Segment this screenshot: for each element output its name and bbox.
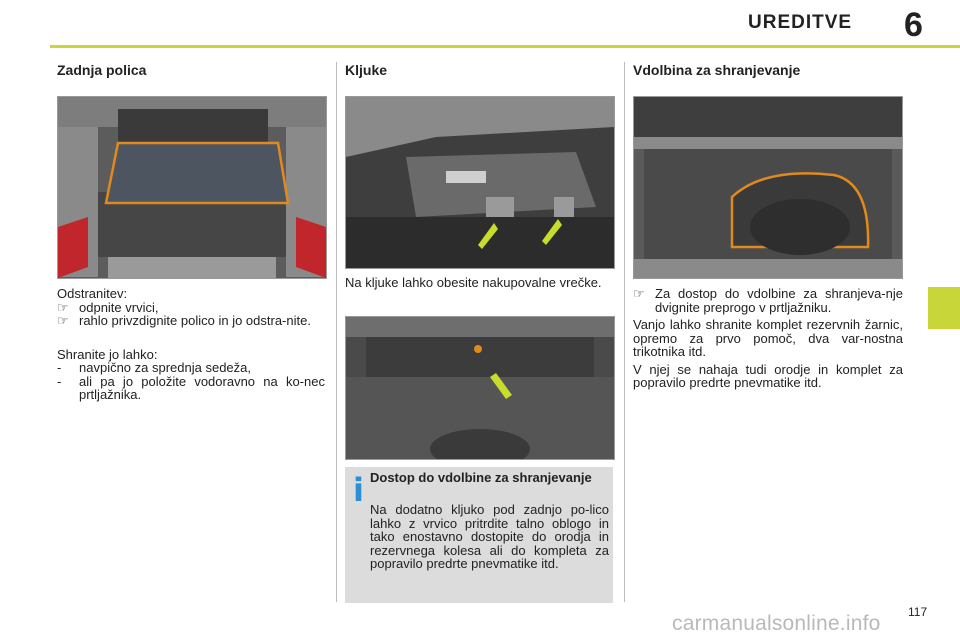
finger-pointing-icon: ☞ [57, 313, 69, 328]
list-item: - ali pa jo položite vodoravno na ko-nec prtljažnika. [57, 373, 325, 402]
chapter-number: 6 [904, 6, 923, 44]
list-item: - navpično za sprednja sedeža, [57, 360, 252, 375]
chapter-title: UREDITVE [748, 12, 853, 33]
column-divider [336, 62, 337, 602]
list-item: ☞ odpnite vrvici, [57, 299, 159, 315]
info-icon: i [353, 471, 364, 509]
section-heading-rear-shelf: Zadnja polica [57, 62, 147, 78]
chapter-side-tab [928, 287, 960, 329]
column-divider [624, 62, 625, 602]
finger-pointing-icon: ☞ [57, 299, 69, 315]
shelf-instructions [57, 287, 325, 402]
storage-well-text [633, 287, 903, 390]
paragraph: V njej se nahaja tudi orodje in komplet za popravilo predrte pnevmatike itd. [633, 361, 903, 390]
info-box [345, 467, 613, 603]
store-label: Shranite jo lahko: [57, 346, 158, 362]
page-number: 117 [908, 605, 928, 619]
list-item: ☞ rahlo privzdignite polico in jo odstra-nite. [57, 313, 311, 328]
list-item: ☞ Za dostop do vdolbine za shranjeva-nje dvignite preprogo v prtljažniku. [633, 286, 903, 315]
section-heading-storage-well: Vdolbina za shranjevanje [633, 62, 801, 78]
remove-label: Odstranitev: [57, 286, 128, 301]
info-title: Dostop do vdolbine za shranjevanje [370, 470, 592, 485]
under-shelf-hook-photo [345, 316, 615, 460]
hooks-photo [345, 96, 615, 269]
finger-pointing-icon: ☞ [633, 286, 645, 301]
paragraph: Vanjo lahko shranite komplet rezervnih žarnic, opremo za prvo pomoč, dva var-nostna trikotnika itd. [633, 317, 903, 359]
storage-well-photo [633, 96, 903, 279]
hooks-text: Na kljuke lahko obesite nakupovalne vrečke. [345, 275, 602, 290]
info-body: Na dodatno kljuko pod zadnjo po-lico lahko z vrvico pritrdite talno oblogo in tako enostavno dostopite do orodja in rezervnega kolesa ali do kompleta za popravilo predrte pnevmatike itd. [370, 502, 609, 571]
section-heading-hooks: Kljuke [345, 62, 388, 78]
rear-shelf-photo [57, 96, 327, 279]
watermark: carmanualsonline.info [672, 612, 881, 635]
header-rule [50, 45, 960, 48]
